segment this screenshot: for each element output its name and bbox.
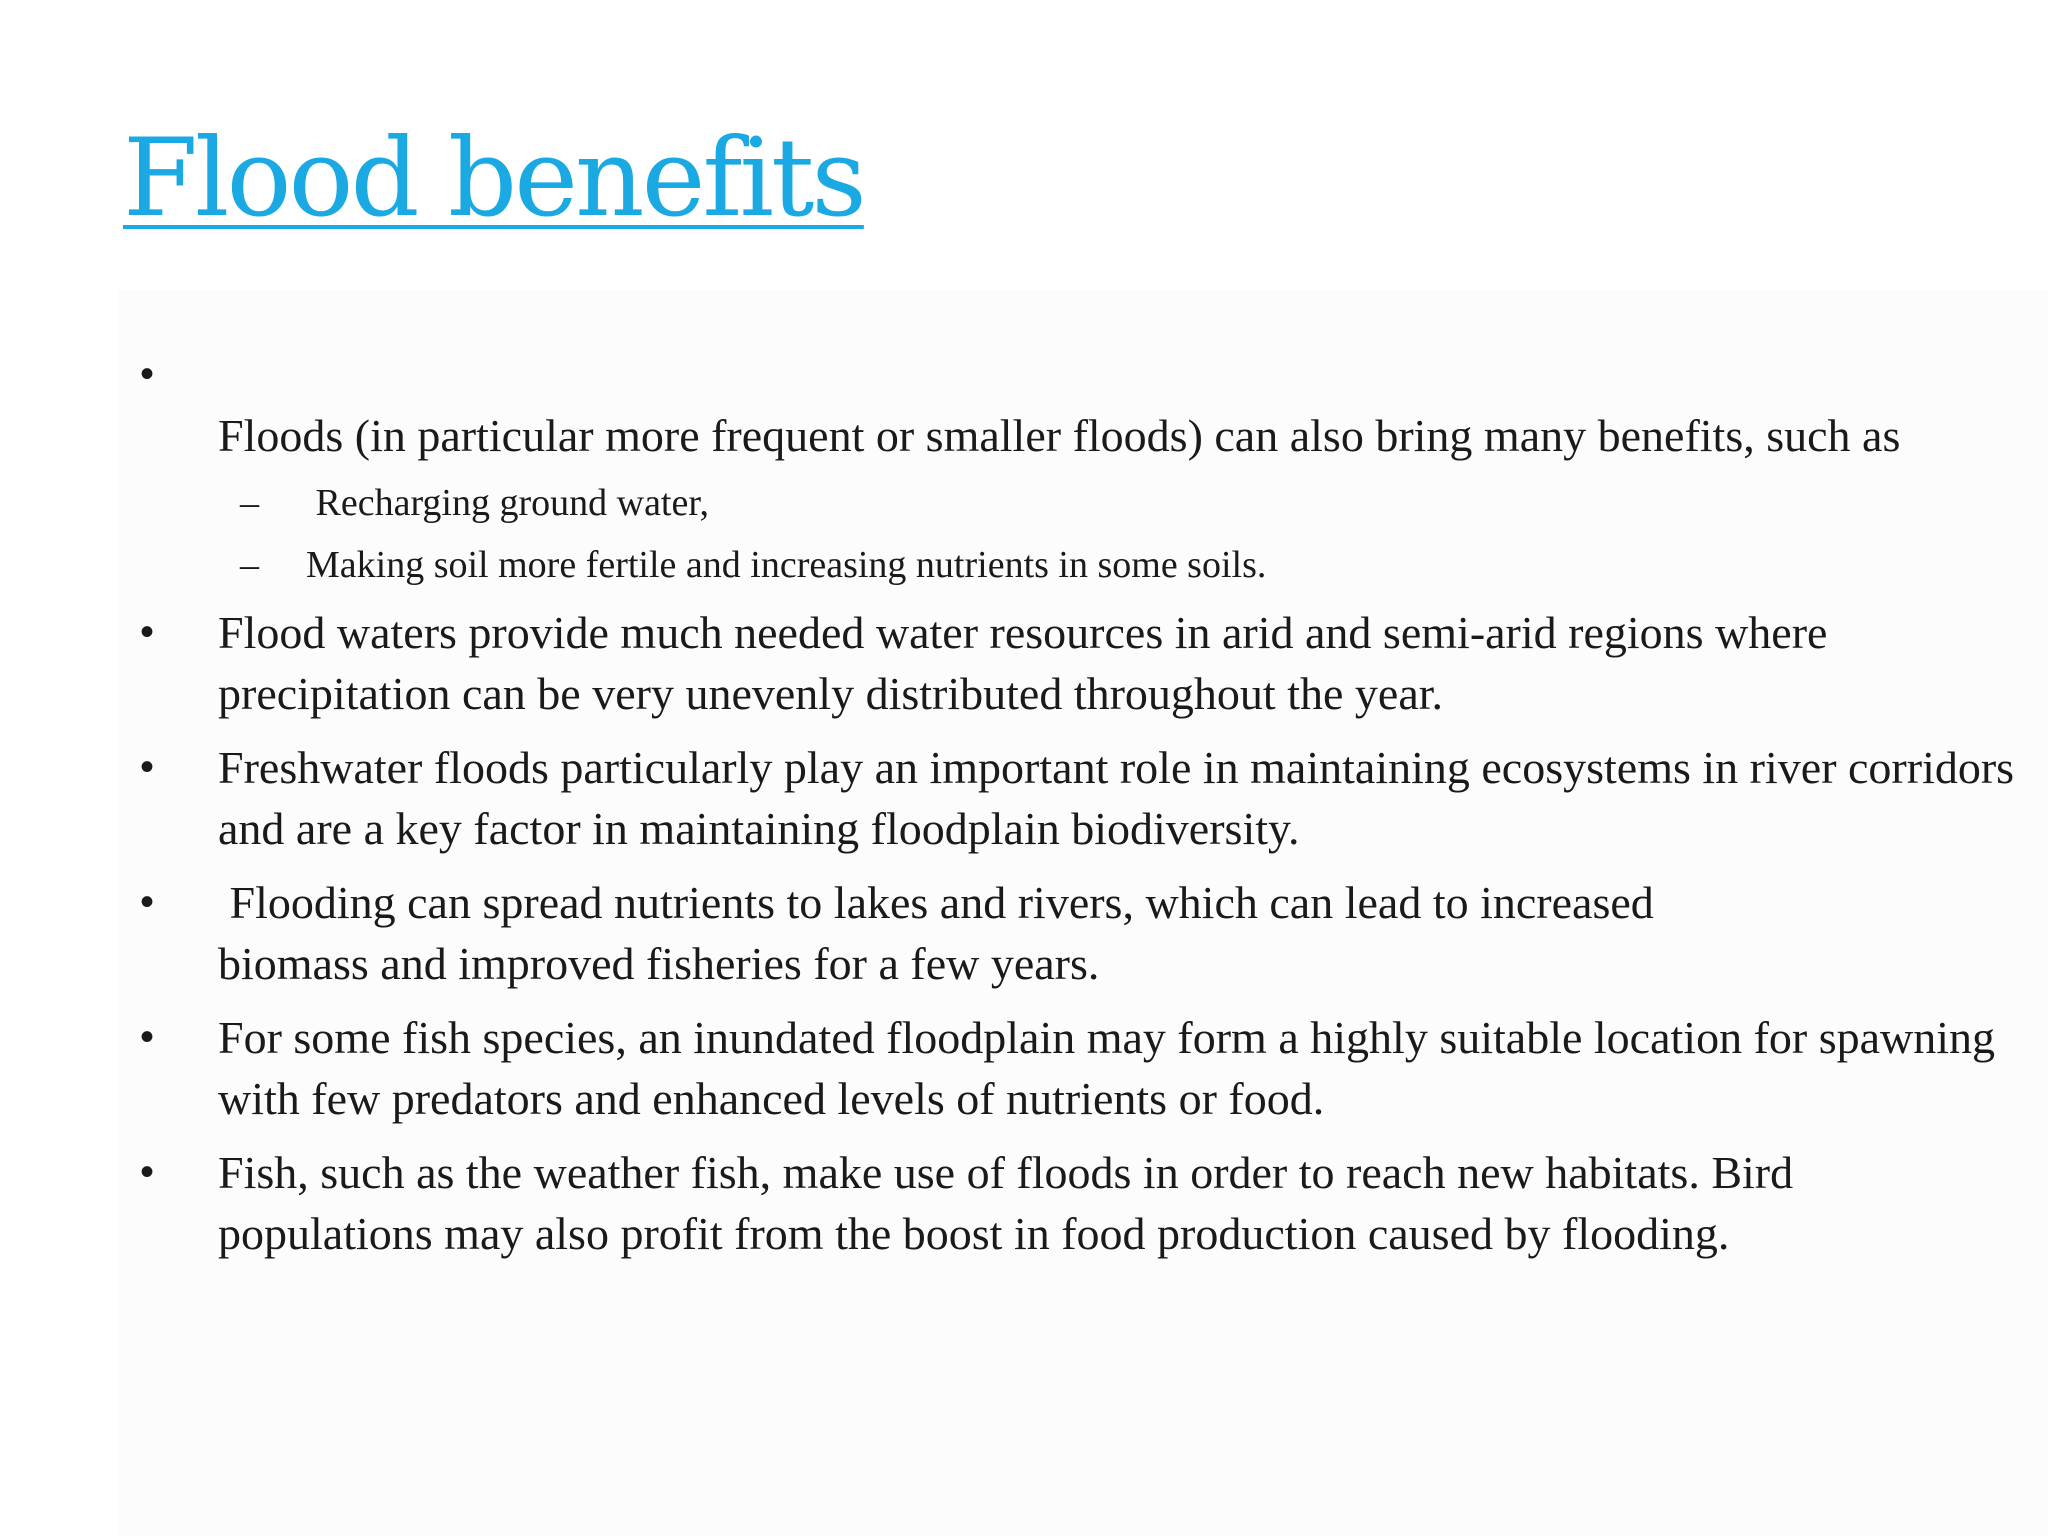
bullet-text-content: Floods (in particular more frequent or smaller floods) can also bring many benefits, such as [218, 410, 1901, 461]
slide-title: Flood benefits [123, 116, 864, 241]
bullet-text [218, 344, 2018, 466]
bullet-text: Flood waters provide much needed water resources in arid and semi-arid regions where precipitation can be very unevenly distributed throughout the year. [218, 607, 1828, 719]
bullet-icon: • [140, 745, 155, 789]
sub-bullet-text: Making soil more fertile and increasing nutrients in some soils. [306, 544, 1267, 586]
bullet-icon: • [140, 610, 155, 654]
dash-icon: – [240, 482, 259, 524]
bullet-text: For some fish species, an inundated floodplain may form a highly suitable location for spawning with few predators and enhanced levels of nutrients or food. [218, 1012, 1996, 1124]
bullet-icon: • [140, 1150, 155, 1194]
bullet-text: Fish, such as the weather fish, make use of floods in order to reach new habitats. Bird populations may also profit from the boost in food production caused by flooding. [218, 1147, 1794, 1259]
bullet-icon: • [140, 1015, 155, 1059]
sub-bullet-text: Recharging ground water, [306, 482, 709, 524]
bullet-icon: • [140, 352, 155, 396]
bullet-text: Freshwater floods particularly play an important role in maintaining ecosystems in river corridors and are a key factor in maintaining floodplain biodiversity. [218, 742, 2015, 854]
bullet-icon: • [140, 880, 155, 924]
bullet-text: Flooding can spread nutrients to lakes and rivers, which can lead to increased biomass and improved fisheries for a few years. [218, 877, 1666, 989]
dash-icon: – [240, 544, 259, 586]
